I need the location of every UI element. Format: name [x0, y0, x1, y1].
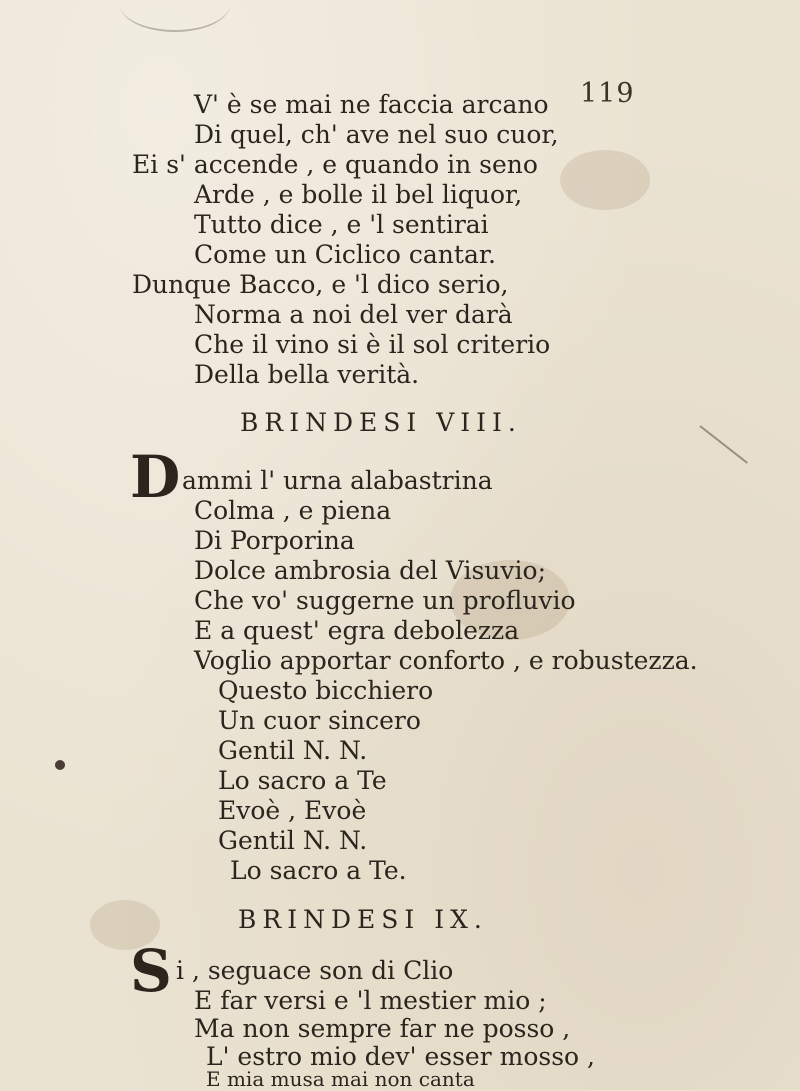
verse-line: Della bella verità. [194, 360, 420, 389]
verse-line: Colma , e piena [194, 496, 392, 525]
verse-line: Norma a noi del ver darà [194, 300, 513, 329]
verse-line: Dunque Bacco, e 'l dico serio, [132, 270, 509, 299]
paper-scratch [699, 425, 748, 464]
verse-line: Ei s' accende , e quando in seno [132, 150, 538, 179]
verse-line: V' è se mai ne faccia arcano [194, 90, 549, 119]
verse-line: Dolce ambrosia del Visuvio; [194, 556, 547, 585]
verse-line: Che il vino si è il sol criterio [194, 330, 551, 359]
drop-cap: S [130, 937, 172, 1005]
verse-line: Come un Ciclico cantar. [194, 240, 497, 269]
paper-edge-mark [120, 0, 230, 32]
verse-line: Di quel, ch' ave nel suo cuor, [194, 120, 559, 149]
section-heading: BRINDESI IX. [238, 905, 488, 934]
ink-spot [55, 760, 65, 770]
verse-line: Gentil N. N. [218, 736, 368, 765]
verse-line: Evoè , Evoè [218, 796, 367, 825]
verse-line: Lo sacro a Te. [230, 856, 407, 885]
drop-cap: D [130, 443, 181, 511]
page-number: 119 [580, 78, 635, 109]
verse-line: Un cuor sincero [218, 706, 421, 735]
verse-line: L' estro mio dev' esser mosso , [206, 1042, 595, 1071]
verse-line [1, 1, 2, 2]
verse-line: ammi l' urna alabastrina [182, 466, 493, 495]
verse-line: Voglio apportar conforto , e robustezza. [194, 646, 698, 675]
verse-line: E mia musa mai non canta [206, 1067, 475, 1091]
verse-line: Questo bicchiero [218, 676, 434, 705]
verse-continuation [1, 1, 2, 2]
section-heading: BRINDESI VIII. [240, 408, 522, 437]
verse-line: Tutto dice , e 'l sentirai [194, 210, 489, 239]
verse-line: E a quest' egra debolezza [194, 616, 520, 645]
verse-line: Arde , e bolle il bel liquor, [194, 180, 523, 209]
verse-line: Gentil N. N. [218, 826, 368, 855]
verse-line: Lo sacro a Te [218, 766, 387, 795]
verse-line: i , seguace son di Clio [176, 956, 454, 985]
verse-line: Di Porporina [194, 526, 355, 555]
paper-stain [560, 150, 650, 210]
verse-line: Che vo' suggerne un profluvio [194, 586, 576, 615]
verse-line: E far versi e 'l mestier mio ; [194, 986, 547, 1015]
verse-line: Ma non sempre far ne posso , [194, 1014, 571, 1043]
